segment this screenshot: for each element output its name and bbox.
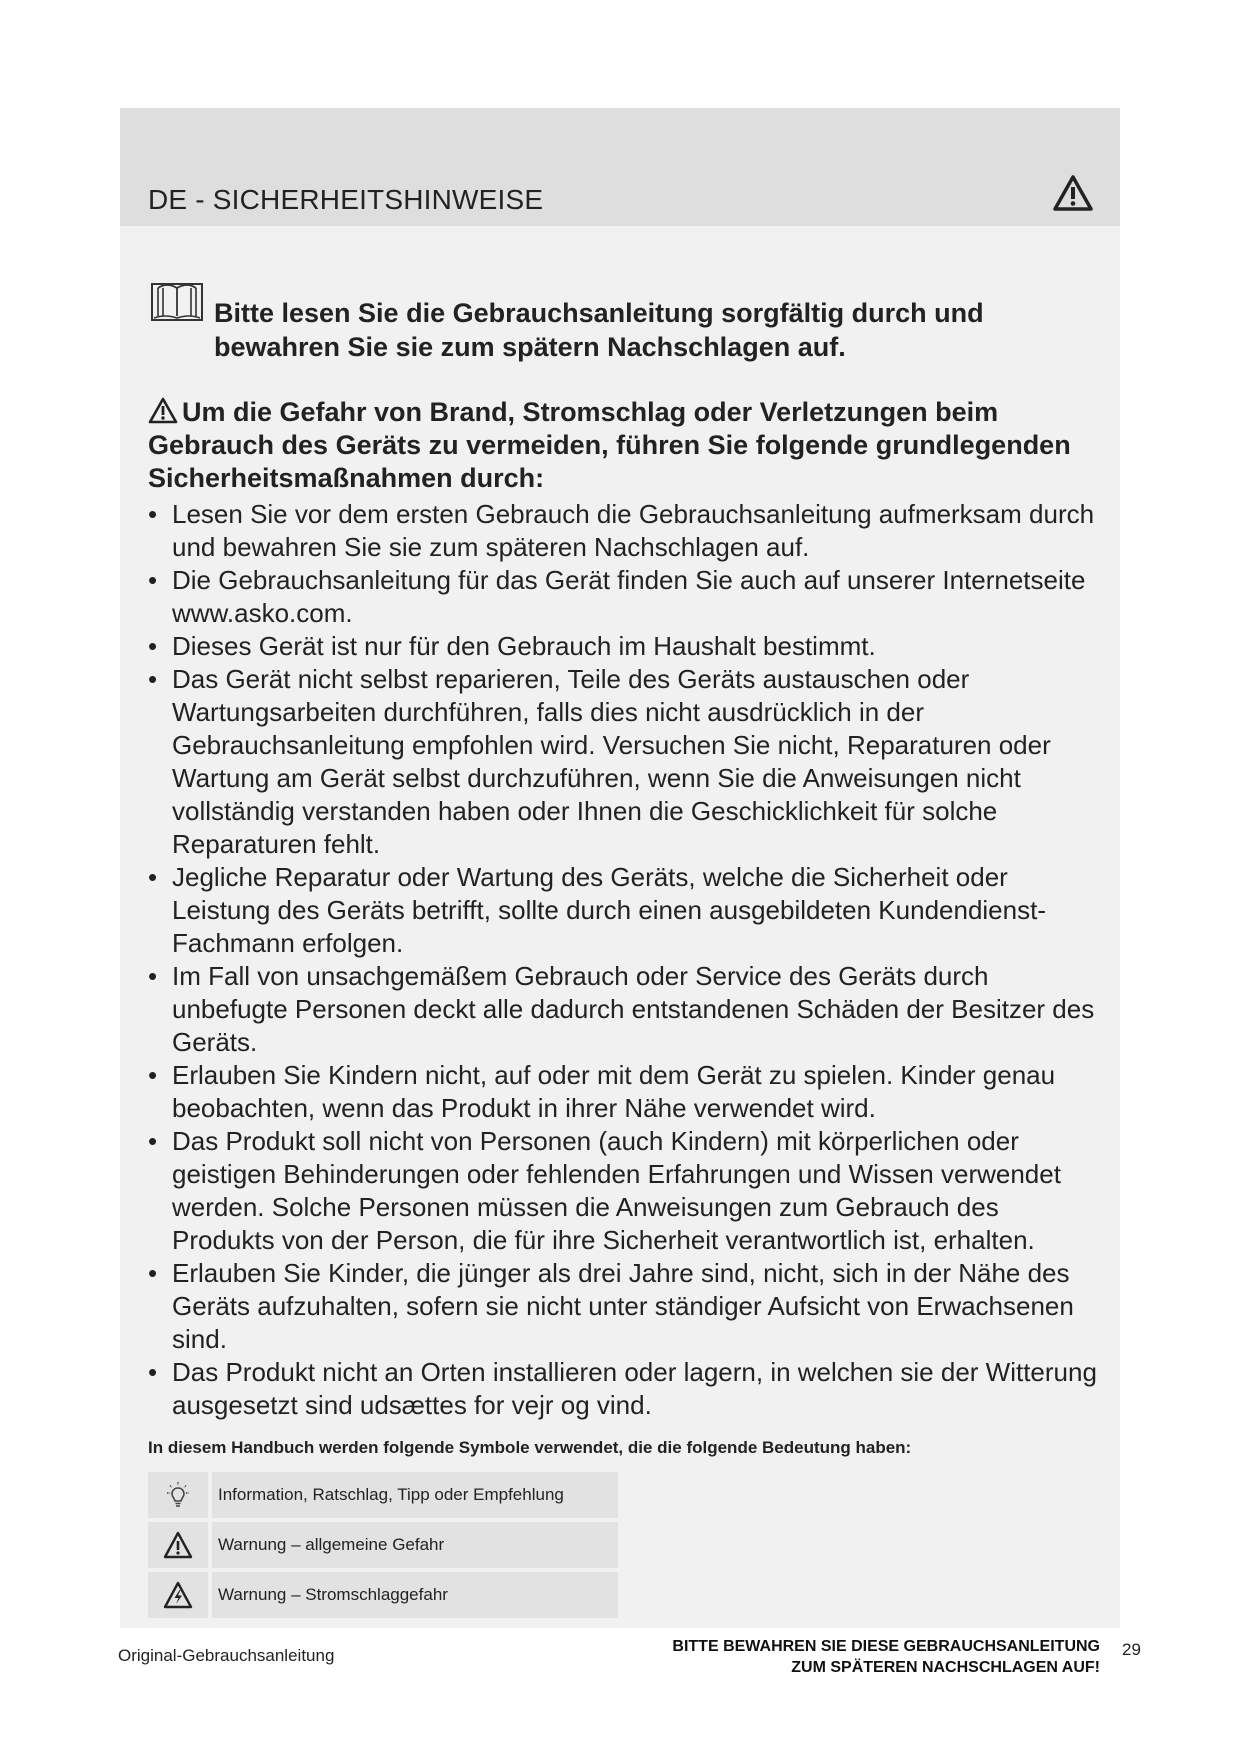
list-item: • Erlauben Sie Kindern nicht, auf oder mit dem Gerät zu spielen. Kinder genau beobachten, wenn das Produkt in ihrer Nähe verwendet wird. <box>148 1059 1108 1125</box>
safety-panel <box>120 108 1120 1628</box>
list-item: • Erlauben Sie Kinder, die jünger als drei Jahre sind, nicht, sich in der Nähe des Geräts aufzuhalten, sofern sie nicht unter ständiger Aufsicht von Erwachsenen sind. <box>148 1257 1108 1356</box>
table-row <box>148 1522 618 1568</box>
lightbulb-icon <box>163 1481 193 1509</box>
intro-line-1: Bitte lesen Sie die Gebrauchsanleitung sorgfältig durch und <box>214 298 984 328</box>
list-item: • Das Gerät nicht selbst reparieren, Teile des Geräts austauschen oder Wartungsarbeiten durchführen, falls dies nicht ausdrücklich in der Gebrauchsanleitung empfohlen wird. Versuchen Sie nicht, Reparaturen oder Wartung am Gerät selbst durchzuführen, wenn Sie die Anweisungen nicht vollständig verstanden haben oder Ihnen die Geschicklichkeit für solche Reparaturen fehlt. <box>148 663 1108 861</box>
warning-triangle-icon <box>148 397 178 424</box>
page-title: DE - SICHERHEITSHINWEISE <box>148 184 544 215</box>
symbol-description: Warnung – allgemeine Gefahr <box>212 1522 618 1568</box>
warning-triangle-icon <box>163 1531 193 1559</box>
header-band <box>120 108 1120 226</box>
list-item: • Dieses Gerät ist nur für den Gebrauch im Haushalt bestimmt. <box>148 630 1108 663</box>
book-icon <box>150 278 204 324</box>
list-item: • Das Produkt soll nicht von Personen (auch Kindern) mit körperlichen oder geistigen Behinderungen oder fehlenden Erfahrungen und Wissen verwendet werden. Solche Personen müssen die Anweisungen zum Gebrauch des Produkts von der Person, die für ihre Sicherheit verantwortlich ist, erhalten. <box>148 1125 1108 1257</box>
page-number: 29 <box>1122 1640 1141 1659</box>
intro-line-2: bewahren Sie sie zum spätern Nachschlagen auf. <box>214 332 846 362</box>
list-item: • Im Fall von unsachgemäßem Gebrauch oder Service des Geräts durch unbefugte Personen deckt alle dadurch entstandenen Schäden der Besitzer des Geräts. <box>148 960 1108 1059</box>
footer-reminder <box>580 1636 1100 1678</box>
list-item: • Lesen Sie vor dem ersten Gebrauch die Gebrauchsanleitung aufmerksam durch und bewahren Sie sie zum späteren Nachschlagen auf. <box>148 498 1108 564</box>
safety-bullet-list <box>148 498 1108 1422</box>
list-item: • Die Gebrauchsanleitung für das Gerät finden Sie auch auf unserer Internetseite www.asko.com. <box>148 564 1108 630</box>
footer-reminder-line-1: BITTE BEWAHREN SIE DIESE GEBRAUCHSANLEITUNG <box>672 1638 1100 1655</box>
symbol-description: Information, Ratschlag, Tipp oder Empfehlung <box>212 1472 618 1518</box>
intro-text <box>214 296 1074 364</box>
symbols-note: In diesem Handbuch werden folgende Symbole verwendet, die die folgende Bedeutung haben: <box>148 1438 912 1457</box>
table-row <box>148 1572 618 1618</box>
table-row <box>148 1472 618 1518</box>
footer-reminder-line-2: ZUM SPÄTEREN NACHSCHLAGEN AUF! <box>791 1659 1100 1676</box>
symbol-description: Warnung – Stromschlaggefahr <box>212 1572 618 1618</box>
warning-lead-text: Um die Gefahr von Brand, Stromschlag oder Verletzungen beim Gebrauch des Geräts zu vermeiden, führen Sie folgende grundlegenden Sicherheitsmaßnahmen durch: <box>148 397 1071 493</box>
electric-warning-icon <box>163 1581 193 1609</box>
warning-triangle-icon <box>1052 174 1094 212</box>
warning-lead <box>148 396 1098 495</box>
symbols-table <box>148 1468 618 1622</box>
list-item: • Jegliche Reparatur oder Wartung des Geräts, welche die Sicherheit oder Leistung des Geräts betrifft, sollte durch einen ausgebildeten Kundendienst-Fachmann erfolgen. <box>148 861 1108 960</box>
list-item: • Das Produkt nicht an Orten installieren oder lagern, in welchen sie der Witterung ausgesetzt sind udsættes for vejr og vind. <box>148 1356 1108 1422</box>
footer-document-type: Original-Gebrauchsanleitung <box>118 1646 335 1665</box>
